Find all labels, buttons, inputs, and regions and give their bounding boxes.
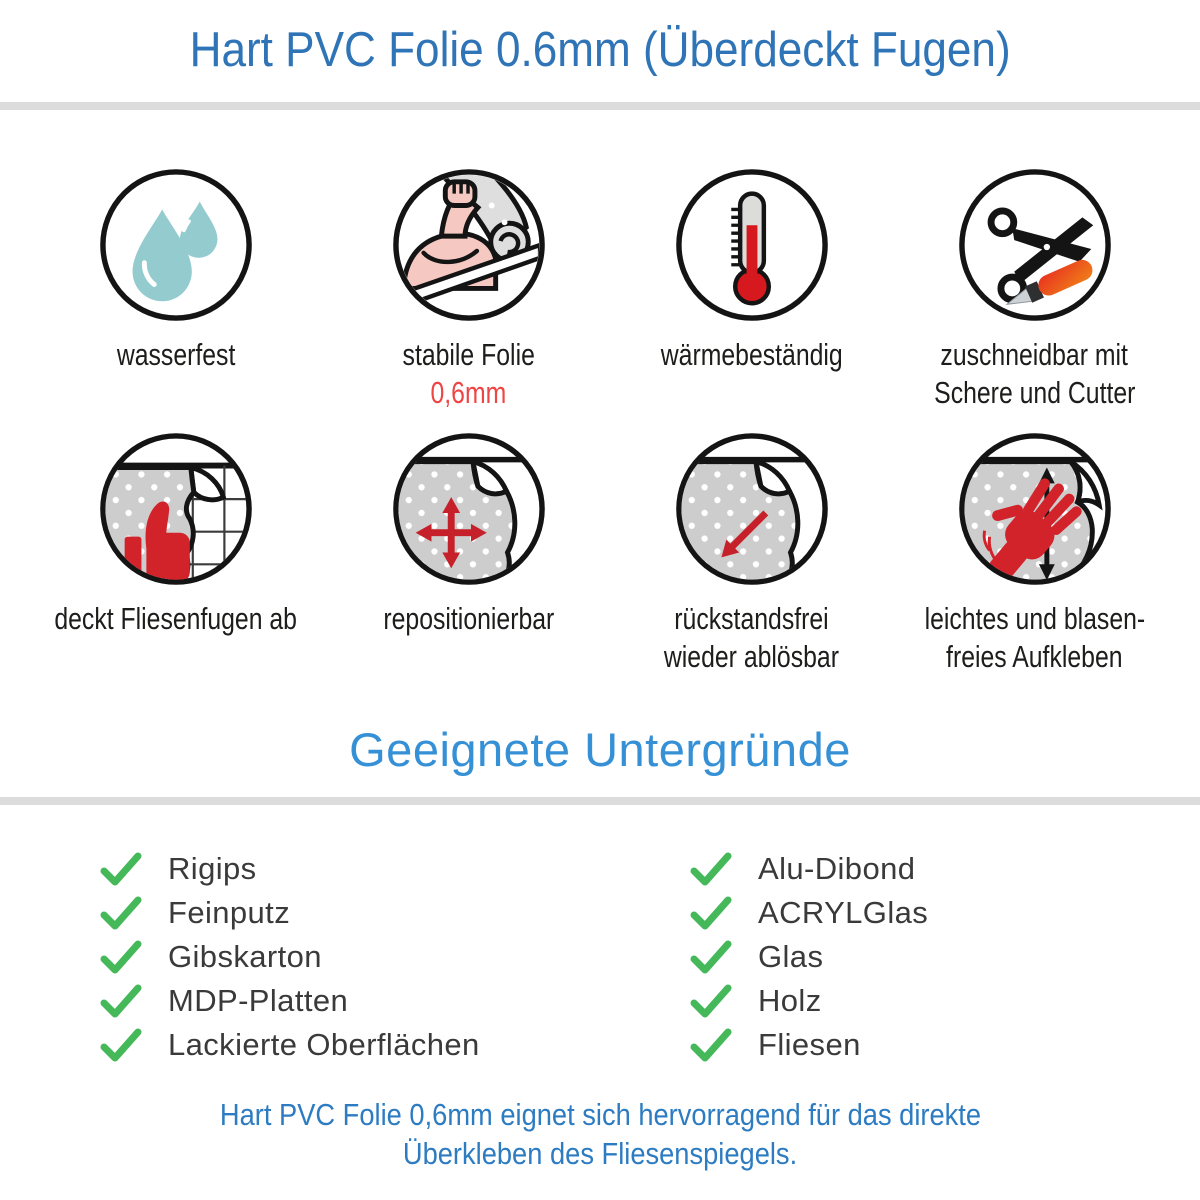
feature-caption: wärmebeständig	[660, 337, 843, 372]
check-icon	[690, 1028, 732, 1062]
list-item	[100, 935, 690, 979]
check-icon	[690, 940, 732, 974]
muscle-arm-foil-icon	[390, 166, 548, 324]
feature-caption: zuschneidbar mit Schere und Cutter	[933, 337, 1136, 410]
list-item-label: Lackierte Oberflächen	[168, 1027, 480, 1062]
page-title: Hart PVC Folie 0.6mm (Überdeckt Fugen)	[189, 23, 1011, 77]
surfaces-heading: Geeignete Untergründe	[349, 723, 851, 776]
water-drops-icon	[97, 166, 255, 324]
feature-residue-free	[610, 430, 893, 682]
feature-caption: leichtes und blasen- freies Aufkleben	[924, 601, 1145, 674]
list-item	[100, 891, 690, 935]
list-item-label: Rigips	[168, 851, 257, 886]
feature-caption: wasserfest	[116, 337, 235, 372]
check-icon	[690, 852, 732, 886]
check-icon	[100, 852, 142, 886]
list-item-label: Feinputz	[168, 895, 291, 930]
surfaces-column-left	[100, 847, 690, 1067]
list-item	[690, 891, 928, 935]
feature-bubble-free-application	[893, 430, 1176, 682]
check-icon	[690, 896, 732, 930]
list-item-label: ACRYLGlas	[758, 895, 929, 930]
check-icon	[100, 896, 142, 930]
footer-note: Hart PVC Folie 0,6mm eignet sich hervorragend für das direkte Überkleben des Fliesenspiegels.	[219, 1097, 981, 1171]
list-item	[100, 1023, 690, 1067]
list-item	[100, 979, 690, 1023]
tile-joint-cover-icon	[97, 430, 255, 588]
thermometer-icon	[673, 166, 831, 324]
list-item-label: Fliesen	[758, 1027, 861, 1062]
list-item	[690, 979, 928, 1023]
check-icon	[100, 940, 142, 974]
list-item	[690, 1023, 928, 1067]
surfaces-checklist	[0, 847, 1200, 1067]
feature-caption: rückstandsfrei wieder ablösbar	[664, 601, 840, 674]
feature-caption: deckt Fliesenfugen ab	[54, 601, 297, 636]
check-icon	[100, 984, 142, 1018]
feature-caption: repositionierbar	[383, 601, 555, 636]
feature-cuttable	[893, 166, 1176, 418]
list-item-label: Gibskarton	[168, 939, 322, 974]
peel-off-arrow-icon	[673, 430, 831, 588]
reposition-arrows-icon	[390, 430, 548, 588]
feature-caption: stabile Folie 0,6mm	[402, 337, 535, 410]
check-icon	[100, 1028, 142, 1062]
list-item	[690, 935, 928, 979]
list-item-label: Holz	[758, 983, 822, 1018]
list-item	[690, 847, 928, 891]
surfaces-column-right	[690, 847, 928, 1067]
feature-covers-tile-joints	[24, 430, 327, 682]
list-item-label: MDP-Platten	[168, 983, 349, 1018]
smoothing-hand-icon	[956, 430, 1114, 588]
feature-grid	[0, 166, 1200, 682]
divider-bar-middle	[0, 797, 1200, 805]
feature-repositionable	[327, 430, 610, 682]
list-item-label: Alu-Dibond	[758, 851, 916, 886]
scissors-cutter-icon	[956, 166, 1114, 324]
feature-stable-foil	[327, 166, 610, 418]
feature-heat-resistant	[610, 166, 893, 418]
feature-waterproof	[24, 166, 327, 418]
divider-bar-top	[0, 102, 1200, 110]
list-item-label: Glas	[758, 939, 824, 974]
check-icon	[690, 984, 732, 1018]
list-item	[100, 847, 690, 891]
